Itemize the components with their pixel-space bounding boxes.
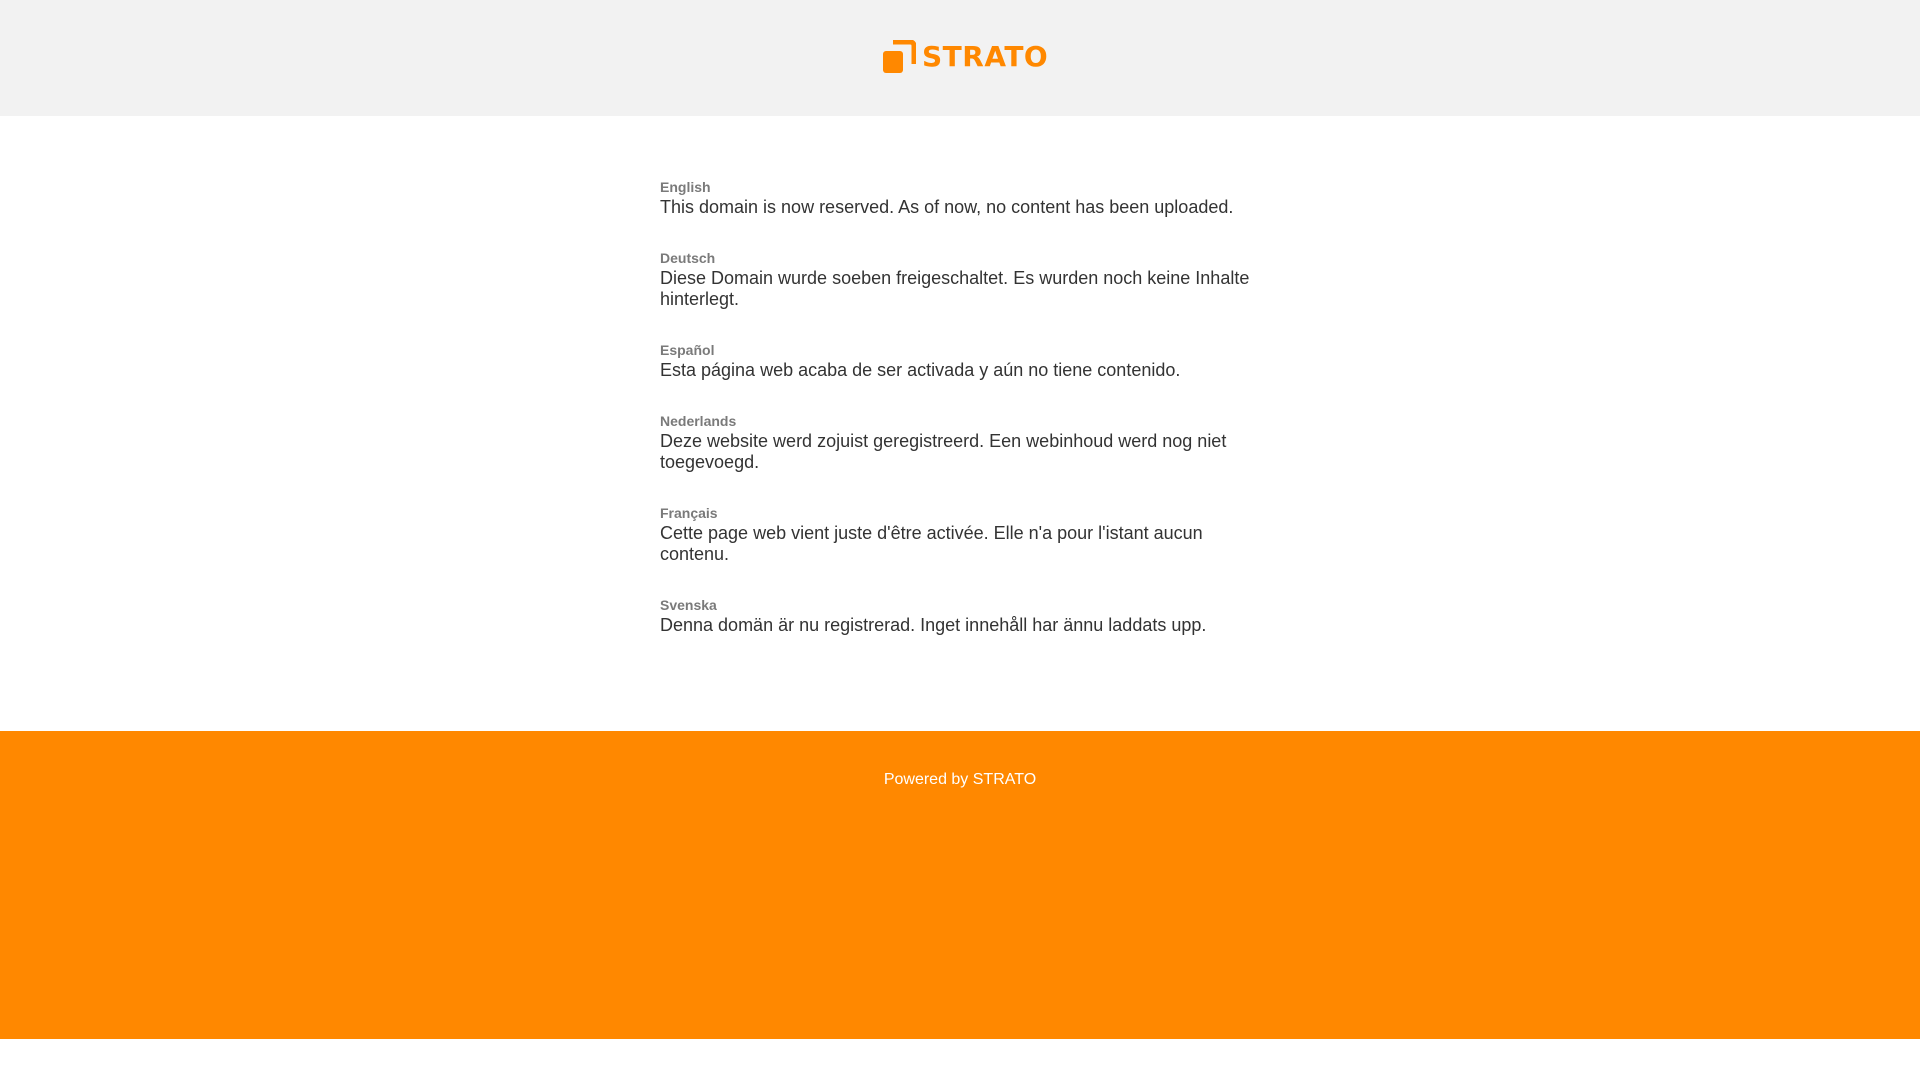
language-name: Svenska xyxy=(660,597,717,613)
language-message: This domain is now reserved. As of now, no content has been uploaded. xyxy=(660,197,1234,217)
language-block-deutsch xyxy=(660,249,1260,310)
strato-logo[interactable] xyxy=(883,40,1048,73)
language-name: English xyxy=(660,179,711,195)
language-message: Diese Domain wurde soeben freigeschaltet. Es wurden noch keine Inhalte hinterlegt. xyxy=(660,268,1250,309)
logo-wordmark: STRATO xyxy=(922,40,1049,73)
language-block-nederlands xyxy=(660,412,1260,473)
language-message: Deze website werd zojuist geregistreerd. Een webinhoud werd nog niet toegevoegd. xyxy=(660,431,1227,472)
language-name: Deutsch xyxy=(660,250,716,266)
language-name: Français xyxy=(660,505,718,521)
language-message: Esta página web acaba de ser activada y aún no tiene contenido. xyxy=(660,360,1181,380)
language-block-espanol xyxy=(660,341,1260,381)
powered-by-link[interactable]: Powered by STRATO xyxy=(883,771,1037,788)
language-block-english xyxy=(660,178,1260,218)
strato-logo-icon xyxy=(883,40,916,73)
language-name: Español xyxy=(660,342,715,358)
page-header xyxy=(0,0,1920,116)
language-message: Cette page web vient juste d'être activée. Elle n'a pour l'istant aucun contenu. xyxy=(660,523,1203,564)
language-name: Nederlands xyxy=(660,413,737,429)
language-block-francais xyxy=(660,504,1260,565)
language-message: Denna domän är nu registrerad. Inget innehåll har ännu laddats upp. xyxy=(660,615,1207,635)
language-block-svenska xyxy=(660,596,1260,636)
page-footer xyxy=(0,731,1920,1039)
language-list xyxy=(660,178,1260,667)
